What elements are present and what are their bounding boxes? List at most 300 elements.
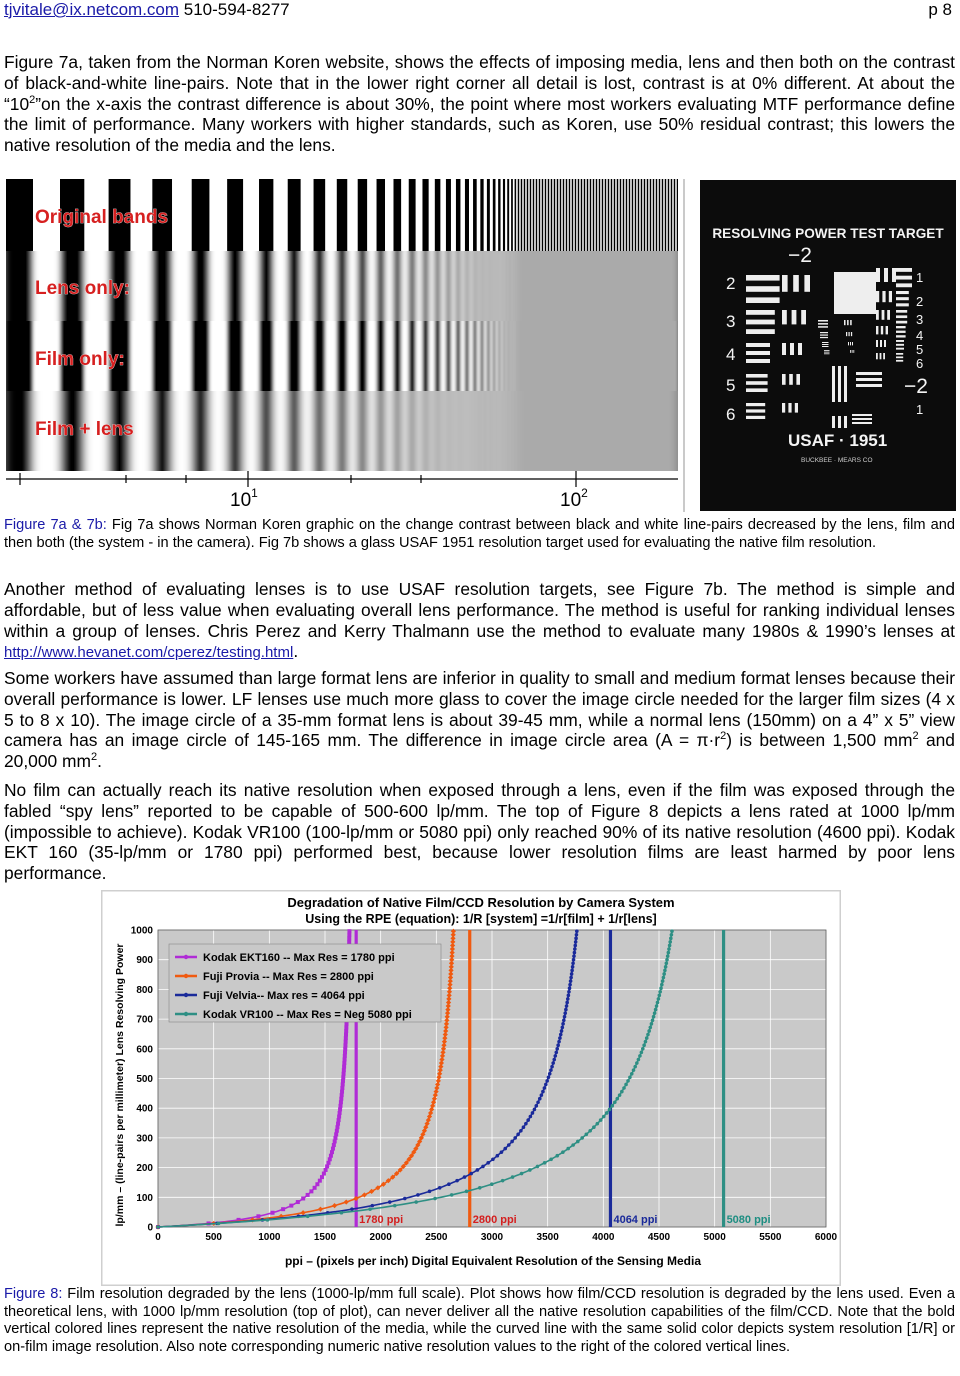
curve-marker — [596, 1122, 600, 1126]
curve-marker — [528, 1168, 532, 1172]
curve-marker — [667, 951, 671, 955]
curve-marker — [344, 1029, 348, 1033]
curve-marker — [665, 958, 669, 962]
curve-marker — [544, 1083, 548, 1087]
chart-ylabel: lp/mm – (line-pairs per millimeter) Lens Resolving Power — [114, 943, 126, 1227]
target-left-number: 3 — [726, 312, 736, 331]
target-right-number: 3 — [916, 312, 924, 327]
curve-marker — [496, 1154, 500, 1158]
curve-marker — [333, 1139, 337, 1143]
curve-marker — [561, 1026, 565, 1030]
curve-marker — [644, 1040, 648, 1044]
curve-marker — [610, 1104, 614, 1108]
target-title: RESOLVING POWER TEST TARGET — [712, 226, 944, 241]
curve-marker — [501, 1179, 505, 1183]
curve-marker — [541, 1090, 545, 1094]
curve-marker — [556, 1043, 560, 1047]
curve-marker — [551, 1061, 555, 1065]
curve-marker — [529, 1115, 533, 1119]
curve-marker — [548, 1072, 552, 1076]
paragraph-large-format — [4, 668, 955, 772]
curve-marker — [339, 1104, 343, 1108]
curve-marker — [324, 1168, 328, 1172]
curve-marker — [522, 1125, 526, 1129]
testing-link[interactable]: http://www.hevanet.com/cperez/testing.html — [4, 644, 294, 662]
curve-marker — [531, 1111, 535, 1115]
curve-marker — [344, 1040, 348, 1044]
y-tick-label: 1000 — [130, 925, 153, 937]
curve-marker — [313, 1186, 317, 1190]
caption8-label: Figure 8: — [4, 1286, 63, 1302]
curve-marker — [653, 1011, 657, 1015]
curve-marker — [549, 1157, 553, 1161]
target-maker-label: BUCKBEE · MEARS CO — [801, 457, 873, 464]
curve-marker — [571, 961, 575, 965]
curve-marker — [588, 1129, 592, 1133]
curve-marker — [301, 1196, 305, 1200]
curve-marker — [670, 929, 674, 933]
caption-figure-8 — [4, 1286, 955, 1356]
curve-marker — [553, 1054, 557, 1058]
curve-marker — [557, 1040, 561, 1044]
chart-title: Degradation of Native Film/CCD Resolution by Camera System — [287, 895, 675, 910]
curve-marker — [344, 1036, 348, 1040]
curve-marker — [565, 1004, 569, 1008]
curve-marker — [516, 1133, 520, 1137]
x-tick-label: 500 — [205, 1232, 223, 1243]
curve-marker — [615, 1097, 619, 1101]
figure-7b-usaf-target — [700, 180, 956, 511]
curve-marker — [322, 1172, 326, 1176]
target-usaf-label: USAF · 1951 — [788, 431, 888, 450]
curve-marker — [573, 951, 577, 955]
curve-marker — [571, 965, 575, 969]
curve-marker — [561, 1150, 565, 1154]
label-film-lens: Film + lens — [35, 419, 134, 440]
curve-marker — [503, 1147, 507, 1151]
curve-marker — [564, 1008, 568, 1012]
curve-marker — [646, 1033, 650, 1037]
axis-label-10-1: $10^1$ — [230, 486, 258, 511]
curve-marker — [341, 1079, 345, 1083]
curve-marker — [637, 1058, 641, 1062]
curve-marker — [320, 1175, 324, 1179]
curve-marker — [490, 1182, 494, 1186]
curve-marker — [572, 958, 576, 962]
curve-marker — [500, 1150, 504, 1154]
paragraph-native-resolution — [4, 780, 955, 884]
curve-marker — [635, 1061, 639, 1065]
chart-subtitle: Using the RPE (equation): 1/R [system] =1/r[film] + 1/r[lens] — [305, 912, 657, 926]
curve-marker — [342, 1072, 346, 1076]
curve-marker — [645, 1036, 649, 1040]
x-tick-label: 5000 — [703, 1232, 726, 1243]
curve-marker — [655, 1004, 659, 1008]
curve-marker — [347, 929, 351, 933]
curve-marker — [658, 990, 662, 994]
curve-marker — [543, 1086, 547, 1090]
paragraph-figure7-intro — [4, 52, 955, 156]
curve-marker — [592, 1125, 596, 1129]
curve-marker — [526, 1118, 530, 1122]
target-right-number: 2 — [916, 294, 924, 309]
curve-marker — [266, 1218, 270, 1222]
curve-marker — [331, 1147, 335, 1151]
target-right-number: 1 — [916, 402, 924, 417]
y-tick-label: 400 — [136, 1103, 153, 1115]
curve-marker — [438, 1186, 442, 1190]
curve-marker — [327, 1161, 331, 1165]
x-tick-label: 4000 — [592, 1232, 615, 1243]
para2-end: . — [293, 641, 299, 662]
curve-marker — [433, 1197, 437, 1201]
para3-text-d: . — [97, 751, 102, 772]
x-tick-label: 4500 — [647, 1232, 671, 1243]
x-tick-label: 2000 — [369, 1232, 392, 1243]
curve-marker — [340, 1093, 344, 1097]
curve-marker — [338, 1107, 342, 1111]
para3-text-b: ) is between 1,500 mm — [726, 730, 913, 751]
curve-marker — [393, 1204, 397, 1208]
curve-marker — [642, 1043, 646, 1047]
curve-marker — [343, 1054, 347, 1058]
curve-marker — [340, 1090, 344, 1094]
curve-marker — [651, 1018, 655, 1022]
curve-marker — [296, 1200, 300, 1204]
curve-marker — [342, 1065, 346, 1069]
caption-figure-7 — [4, 517, 955, 552]
curve-marker — [552, 1058, 556, 1062]
curve-marker — [416, 1193, 420, 1197]
para1-text-b: ”on the x-axis the contrast difference is about 30%, the point where most workers evaluating MTF performance define the limit of performance. Many workers with higher standards, such as Koren, use 50% residual contrast; this lowers the native resolution of the media and the lens. — [4, 93, 955, 156]
curve-marker — [562, 1018, 566, 1022]
target-left-number: 5 — [726, 376, 736, 395]
curve-marker — [669, 937, 673, 941]
curve-marker — [340, 1086, 344, 1090]
curve-marker — [554, 1051, 558, 1055]
curve-marker — [344, 1025, 348, 1029]
curve-marker — [566, 1147, 570, 1151]
y-tick-label: 500 — [136, 1074, 153, 1085]
curve-marker — [332, 1143, 336, 1147]
curve-marker — [281, 1207, 285, 1211]
curve-marker — [626, 1079, 630, 1083]
x-tick-label: 5500 — [759, 1232, 782, 1243]
curve-marker — [660, 983, 664, 987]
curve-marker — [344, 1033, 348, 1037]
curve-marker — [575, 933, 579, 937]
curve-marker — [659, 986, 663, 990]
curve-marker — [663, 969, 667, 973]
email-link[interactable]: tjvitale@ix.netcom.com — [4, 0, 180, 19]
curve-marker — [491, 1157, 495, 1161]
para3-sup: 2 — [91, 751, 98, 764]
curve-marker — [478, 1186, 482, 1190]
curve-marker — [342, 1061, 346, 1065]
y-tick-label: 300 — [136, 1133, 153, 1145]
curve-marker — [658, 994, 662, 998]
label-original-bands: Original bands — [35, 207, 169, 228]
curve-marker — [271, 1211, 275, 1215]
x-tick-label: 0 — [155, 1232, 161, 1243]
y-tick-label: 200 — [136, 1163, 153, 1175]
curve-marker — [347, 933, 351, 937]
curve-marker — [570, 972, 574, 976]
curve-marker — [388, 1200, 392, 1204]
y-tick-label: 900 — [136, 955, 153, 967]
curve-marker — [333, 1136, 337, 1140]
native-ppi-label: 5080 ppi — [726, 1214, 771, 1226]
curve-marker — [447, 1182, 451, 1186]
legend-entry: Kodak EKT160 -- Max Res = 1780 ppi — [203, 952, 395, 964]
target-left-number: 4 — [726, 345, 736, 364]
curve-marker — [342, 1068, 346, 1072]
curve-marker — [641, 1047, 645, 1051]
target-right-number: 4 — [916, 328, 924, 343]
curve-marker — [628, 1076, 632, 1080]
para3-text-c: and 20,000 mm — [4, 730, 955, 772]
curve-marker — [520, 1172, 524, 1176]
curve-marker — [341, 1082, 345, 1086]
native-ppi-label: 4064 ppi — [613, 1214, 658, 1226]
curve-marker — [318, 1179, 322, 1183]
curve-marker — [563, 1011, 567, 1015]
curve-marker — [325, 1164, 329, 1168]
curve-marker — [662, 976, 666, 980]
curve-marker — [329, 1154, 333, 1158]
curve-marker — [668, 944, 672, 948]
curve-marker — [476, 1168, 480, 1172]
label-film-only: Film only: — [35, 349, 125, 370]
curve-marker — [555, 1047, 559, 1051]
legend-entry: Fuji Provia -- Max Res = 2800 ppi — [203, 971, 374, 983]
para3-sup: 2 — [912, 730, 919, 743]
curve-marker — [463, 1175, 467, 1179]
target-left-number: 2 — [726, 274, 736, 293]
curve-marker — [656, 1001, 660, 1005]
para4-text: No film can actually reach its native resolution when exposed through a lens, even if the film was exposed through the fabled “spy lens” reported to be capable of 500-600 lp/mm. The top of Figure 8 depicts a lens rated at 1000 lp/mm (impossible to achieve). Kodak VR100 (100-lp/mm or 5080 ppi) only reached 90% of its native resolution (4600 ppi). Kodak EKT 160 (35-lp/mm or 1780 ppi) performed best, because lower resolution films are least harmed by poor lens performance. — [4, 780, 955, 884]
curve-marker — [570, 969, 574, 973]
curve-marker — [558, 1036, 562, 1040]
curve-marker — [338, 1111, 342, 1115]
curve-marker — [566, 997, 570, 1001]
curve-marker — [638, 1054, 642, 1058]
curve-marker — [580, 1136, 584, 1140]
chart-legend — [169, 944, 441, 1022]
curve-marker — [622, 1086, 626, 1090]
curve-marker — [315, 1182, 319, 1186]
curve-marker — [574, 940, 578, 944]
target-group-top: −2 — [788, 244, 812, 267]
curve-marker — [608, 1108, 612, 1112]
curve-marker — [469, 1172, 473, 1176]
curve-marker — [334, 1132, 338, 1136]
curve-marker — [343, 1050, 347, 1054]
y-tick-label: 600 — [136, 1044, 153, 1056]
curve-marker — [555, 1154, 559, 1158]
para2-text: Another method of evaluating lenses is to use USAF resolution targets, see Figure 7b. The method is simple and affordable, but of less value when evaluating overall lens performance. The method is useful for ranking individual lenses within a group of lenses. Chris Perez and Kerry Thalmann use the method to evaluate many 1980s & 1990’s lenses at — [4, 579, 955, 641]
curve-marker — [330, 1150, 334, 1154]
caption7-label: Figure 7a & 7b: — [4, 517, 107, 533]
curve-marker — [650, 1022, 654, 1026]
curve-marker — [337, 1118, 341, 1122]
curve-marker — [465, 1190, 469, 1194]
curve-marker — [568, 983, 572, 987]
curve-marker — [567, 994, 571, 998]
curve-marker — [657, 997, 661, 1001]
curve-marker — [613, 1100, 617, 1104]
curve-marker — [652, 1015, 656, 1019]
curve-marker — [633, 1065, 637, 1069]
curve-marker — [599, 1118, 603, 1122]
para3-sup: 2 — [720, 730, 727, 743]
curve-marker — [569, 976, 573, 980]
curve-marker — [428, 1190, 432, 1194]
curve-marker — [368, 1207, 372, 1211]
curve-marker — [345, 1022, 349, 1026]
page-number: p 8 — [928, 0, 952, 19]
curve-marker — [337, 1115, 341, 1119]
curve-marker — [543, 1161, 547, 1165]
curve-marker — [661, 979, 665, 983]
x-tick-label: 3000 — [480, 1232, 504, 1243]
label-lens-only: Lens only: — [35, 278, 131, 299]
figure-8-chart — [101, 890, 841, 1286]
curve-marker — [371, 1204, 375, 1208]
curve-marker — [647, 1029, 651, 1033]
para1-sup: 2 — [29, 93, 36, 106]
x-tick-label: 1500 — [313, 1232, 337, 1243]
curve-marker — [620, 1090, 624, 1094]
curve-marker — [256, 1214, 260, 1218]
target-right-number: 5 — [916, 342, 924, 357]
paragraph-usaf-method — [4, 579, 955, 664]
curve-marker — [549, 1068, 553, 1072]
target-left-number: 6 — [726, 405, 736, 424]
curve-marker — [536, 1165, 540, 1169]
curve-marker — [350, 1207, 354, 1211]
curve-marker — [403, 1197, 407, 1201]
target-group-right: −2 — [904, 375, 928, 398]
curve-marker — [524, 1122, 528, 1126]
curve-marker — [668, 940, 672, 944]
curve-marker — [560, 1029, 564, 1033]
curve-marker — [534, 1104, 538, 1108]
curve-marker — [486, 1161, 490, 1165]
y-tick-label: 100 — [136, 1192, 153, 1204]
curve-marker — [533, 1108, 537, 1112]
curve-marker — [563, 1015, 567, 1019]
caption8-text: Film resolution degraded by the lens (1000-lp/mm full scale). Plot shows how film/CCD resolution is degraded by the lens used. Even a theoretical lens, with 1000 lp/mm resolution (top of plot), can never deliver all the native resolution capabilities of the film/CCD. Note that the bold vertical colored lines represent the native resolution of the media, while the curved line with the same solid color depicts system resolution [1/R] or on-film image resolution. Also note corresponding numeric native resolution values to the right of the colored vertical lines. — [4, 1286, 955, 1355]
curve-marker — [574, 937, 578, 941]
curve-marker — [513, 1136, 517, 1140]
curve-marker — [519, 1129, 523, 1133]
curve-marker — [565, 1001, 569, 1005]
curve-marker — [343, 1047, 347, 1051]
curve-marker — [339, 1097, 343, 1101]
y-tick-label: 800 — [136, 984, 153, 996]
curve-marker — [547, 1076, 551, 1080]
curve-marker — [510, 1140, 514, 1144]
curve-marker — [540, 1093, 544, 1097]
curve-marker — [507, 1143, 511, 1147]
legend-entry: Kodak VR100 -- Max Res = Neg 5080 ppi — [203, 1009, 412, 1021]
curve-marker — [654, 1008, 658, 1012]
curve-marker — [624, 1083, 628, 1087]
native-ppi-label: 1780 ppi — [359, 1214, 404, 1226]
curve-marker — [347, 940, 351, 944]
curve-marker — [536, 1100, 540, 1104]
curve-marker — [573, 947, 577, 951]
curve-marker — [217, 1222, 221, 1226]
curve-marker — [584, 1133, 588, 1137]
curve-marker — [662, 972, 666, 976]
curve-marker — [630, 1072, 634, 1076]
curve-marker — [156, 1225, 160, 1229]
curve-marker — [632, 1068, 636, 1072]
curve-marker — [336, 1122, 340, 1126]
curve-marker — [335, 1125, 339, 1129]
curve-marker — [289, 1204, 293, 1208]
x-tick-label: 3500 — [536, 1232, 559, 1243]
curve-marker — [306, 1193, 310, 1197]
curve-marker — [455, 1179, 459, 1183]
curve-marker — [640, 1051, 644, 1055]
axis-label-10-2: $10^2$ — [560, 486, 588, 511]
phone-number: 510-594-8277 — [183, 0, 290, 19]
curve-marker — [649, 1026, 653, 1030]
curve-marker — [339, 1100, 343, 1104]
curve-marker — [567, 990, 571, 994]
y-tick-label: 700 — [136, 1014, 153, 1026]
curve-marker — [538, 1097, 542, 1101]
curve-marker — [481, 1165, 485, 1169]
curve-marker — [572, 954, 576, 958]
curve-marker — [414, 1200, 418, 1204]
curve-marker — [341, 1075, 345, 1079]
curve-marker — [545, 1079, 549, 1083]
curve-marker — [670, 933, 674, 937]
para3-text-a: Some workers have assumed than large format lens are inferior in quality to small and medium format lenses because their overall performance is lower. LF lenses use much more glass to cover the image circle needed for the larger film sizes (4 x 5 to 8 x 10). The image circle of a 35-mm format lens is about 39-45 mm, while a normal lens (150mm) on a 4” x 5” view camera has an image circle of 145-165 mm. The difference in image circle area (A = π·r — [4, 668, 955, 751]
curve-marker — [550, 1065, 554, 1069]
curve-marker — [450, 1193, 454, 1197]
curve-marker — [561, 1022, 565, 1026]
curve-marker — [664, 965, 668, 969]
curve-marker — [618, 1093, 622, 1097]
curve-marker — [343, 1043, 347, 1047]
target-right-number: 1 — [916, 270, 924, 285]
para1-text-a: Figure 7a, taken from the Norman Koren website, shows the effects of imposing media, lens and then both on the contrast of black-and-white line-pairs. Note that in the lower right corner all detail is lost, contrast is at 0% different. At about the “10 — [4, 52, 955, 114]
x-tick-label: 6000 — [814, 1232, 838, 1243]
curve-marker — [306, 1215, 310, 1219]
curve-marker — [573, 944, 577, 948]
curve-marker — [568, 986, 572, 990]
curve-marker — [605, 1111, 609, 1115]
curve-marker — [666, 954, 670, 958]
curve-marker — [347, 936, 351, 940]
caption7-text: Fig 7a shows Norman Koren graphic on the change contrast between black and white line-pairs decreased by the lens, film and then both (the system - in the camera). Fig 7b shows a glass USAF 1951 resolution target used for evaluating the native film resolution. — [4, 517, 955, 551]
curve-marker — [569, 979, 573, 983]
target-right-number: 6 — [916, 356, 924, 371]
curve-marker — [343, 1057, 347, 1061]
curve-marker — [340, 1211, 344, 1215]
y-tick-label: 0 — [147, 1222, 153, 1234]
curve-marker — [511, 1175, 515, 1179]
curve-marker — [335, 1129, 339, 1133]
x-tick-label: 2500 — [425, 1232, 448, 1243]
curve-marker — [576, 1140, 580, 1144]
figure-7a-contrast-bands — [6, 179, 686, 512]
